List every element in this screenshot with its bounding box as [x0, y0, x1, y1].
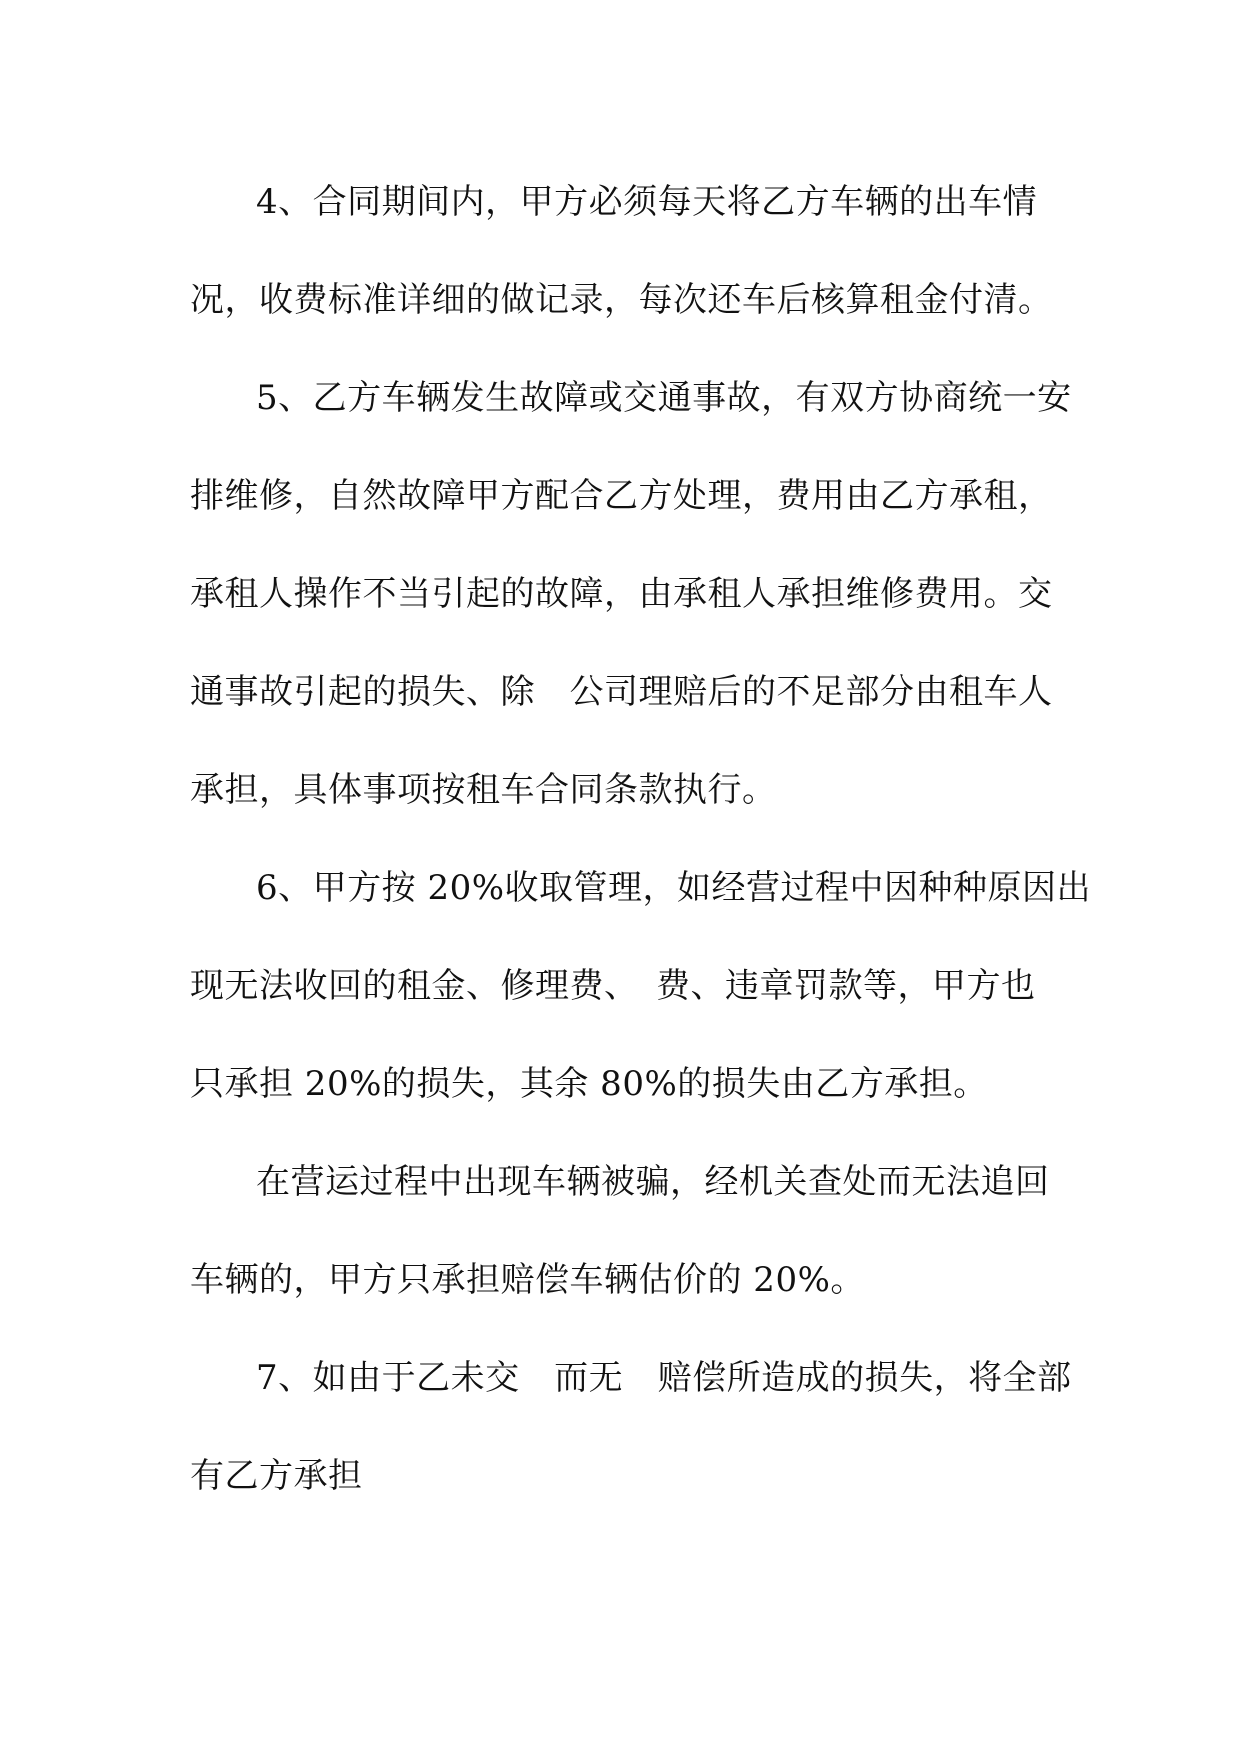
text-line: 7、如由于乙未交 而无 赔偿所造成的损失，将全部	[256, 1358, 1072, 1398]
text-line: 现无法收回的租金、修理费、 费、违章罚款等，甲方也	[190, 966, 1036, 1006]
text-line: 况，收费标准详细的做记录，每次还车后核算租金付清。	[190, 280, 1053, 320]
text-line: 4、合同期间内，甲方必须每天将乙方车辆的出车情	[256, 182, 1038, 222]
text-line: 只承担 20%的损失，其余 80%的损失由乙方承担。	[190, 1064, 988, 1104]
text-line: 排维修，自然故障甲方配合乙方处理，费用由乙方承租，	[190, 476, 1053, 516]
text-line: 车辆的，甲方只承担赔偿车辆估价的 20%。	[190, 1260, 865, 1300]
text-line: 有乙方承担	[190, 1456, 363, 1496]
text-line: 承租人操作不当引起的故障，由承租人承担维修费用。交	[190, 574, 1053, 614]
text-line: 5、乙方车辆发生故障或交通事故，有双方协商统一安	[256, 378, 1072, 418]
text-line: 在营运过程中出现车辆被骗，经机关查处而无法追回	[256, 1162, 1050, 1202]
text-line: 通事故引起的损失、除 公司理赔后的不足部分由租车人	[190, 672, 1053, 712]
text-line: 6、甲方按 20%收取管理，如经营过程中因种种原因出	[256, 868, 1092, 908]
text-line: 承担，具体事项按租车合同条款执行。	[190, 770, 777, 810]
